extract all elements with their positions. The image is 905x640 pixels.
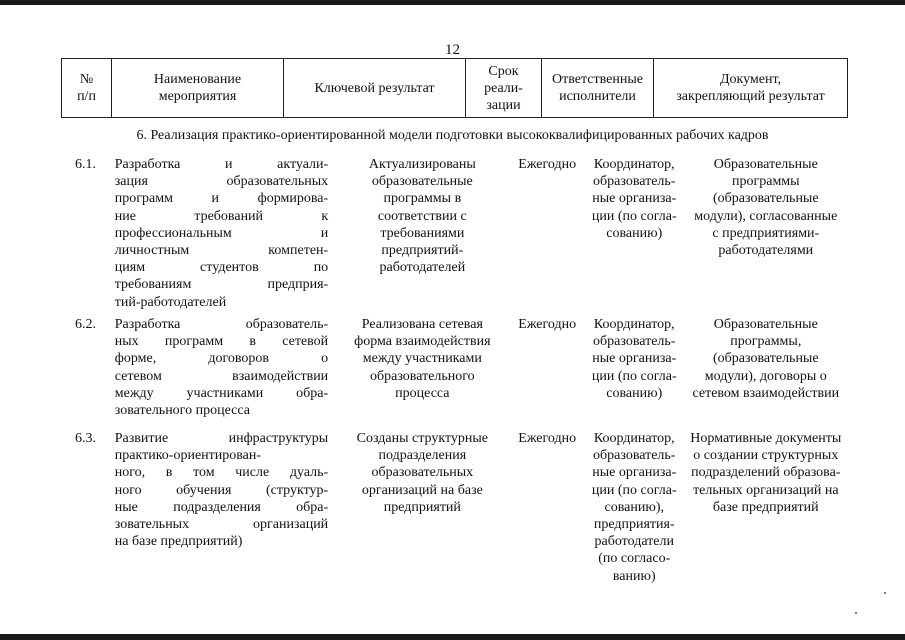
- row-measure-name: Разработка и актуали- зация образовательных программ и формирова- ние требований к профессиональным и личностным компетен- циям студентов по требованиям предприя- тий-работодателей: [114, 157, 329, 310]
- header-responsible: Ответственные исполнители: [542, 59, 654, 118]
- header-result: Ключевой результат: [284, 59, 466, 118]
- row-number: 6.1.: [75, 157, 96, 172]
- scan-speck: [855, 612, 857, 614]
- row-number: 6.2.: [75, 317, 96, 332]
- table-body: [61, 156, 847, 590]
- scan-speck: [884, 592, 886, 594]
- row-key-result: Реализована сетевая форма взаимодействия между участниками образовательного процесса: [354, 317, 491, 401]
- table-header: [61, 58, 848, 118]
- header-term: Срок реали- зации: [466, 59, 542, 118]
- row-term: Ежегодно: [518, 317, 577, 332]
- table-row: [61, 316, 847, 430]
- header-num: № п/п: [62, 59, 112, 118]
- row-measure-name: Развитие инфраструктуры практико-ориентирован- ного, в том числе дуаль- ного обучения (структур- ные подразделения обра- зовательных организаций на базе предприятий): [114, 431, 329, 550]
- row-term: Ежегодно: [518, 157, 577, 172]
- bottom-border-rule: [0, 634, 905, 640]
- row-responsible: Координатор, образователь- ные организа- ции (по согла- сованию), предприятия- работодатели (по согласо- ванию): [591, 431, 677, 584]
- row-document: Нормативные документы о создании структурных подразделений образова- тельных организаций на базе предприятий: [690, 431, 842, 515]
- row-responsible: Координатор, образователь- ные организа- ции (по согла- сованию): [591, 157, 677, 241]
- table-row: [61, 430, 847, 590]
- row-key-result: Созданы структурные подразделения образовательных организаций на базе предприятий: [356, 431, 489, 515]
- header-document: Документ, закрепляющий результат: [654, 59, 848, 118]
- row-number: 6.3.: [75, 431, 96, 446]
- header-name: Наименование мероприятия: [112, 59, 284, 118]
- row-document: Образовательные программы (образовательные модули), согласованные с предприятиями- работодателями: [694, 157, 838, 259]
- row-measure-name: Разработка образователь- ных программ в сетевой форме, договоров о сетевом взаимодействии между участниками обра- зовательного процесса: [114, 317, 329, 419]
- row-responsible: Координатор, образователь- ные организа- ции (по согла- сованию): [591, 317, 677, 401]
- page-number: 12: [445, 42, 460, 58]
- section-title: 6. Реализация практико-ориентированной модели подготовки высококвалифицированных рабочих кадров: [136, 128, 769, 143]
- row-term: Ежегодно: [518, 431, 577, 446]
- top-border-rule: [0, 0, 905, 5]
- row-document: Образовательные программы, (образовательные модули), договоры о сетевом взаимодействии: [692, 317, 840, 401]
- row-key-result: Актуализированы образовательные программы в соответствии с требованиями предприятий- работодателей: [368, 157, 476, 276]
- table-row: [61, 156, 847, 316]
